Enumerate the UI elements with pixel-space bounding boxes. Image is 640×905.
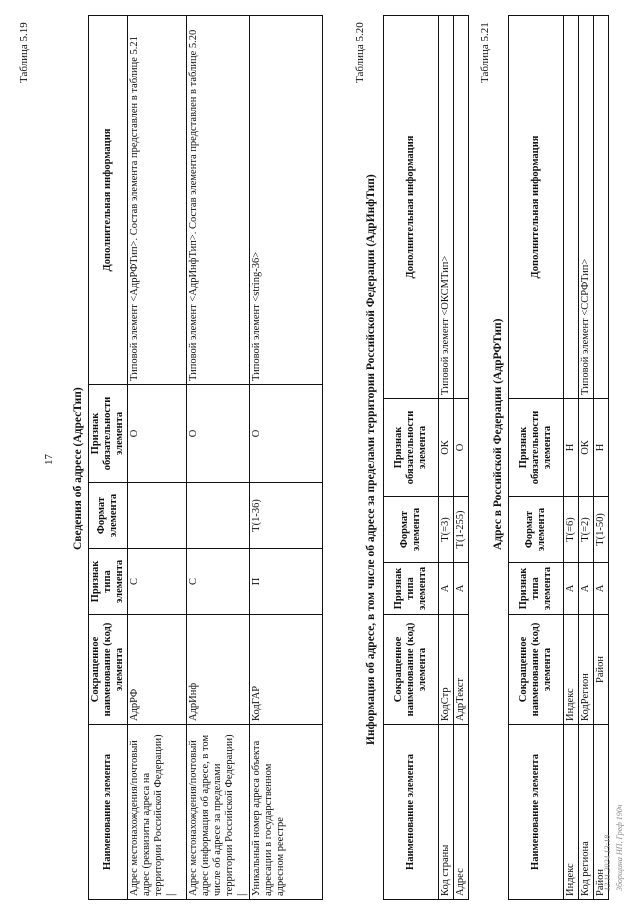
- header-cell: Сокращенное наименование (код) элемента: [509, 615, 564, 725]
- cell-format: T(1-36): [250, 483, 323, 549]
- header-cell: Формат элемента: [509, 497, 564, 563]
- cell-required: О: [187, 385, 250, 483]
- address-info-table: [88, 15, 323, 900]
- cell-required: ОК: [579, 399, 594, 497]
- cell-type: А: [454, 563, 469, 615]
- cell-extra-info: Типовой элемент <АдрРФТип>. Состав элемента представлен в таблице 5.21: [128, 16, 187, 385]
- header-cell: Признак обязательности элемента: [384, 399, 439, 497]
- cell-type: С: [187, 549, 250, 615]
- cell-element-name: Район: [594, 725, 609, 900]
- header-cell: Дополнительная информация: [384, 16, 439, 399]
- table-row: [439, 16, 454, 900]
- cell-format: [128, 483, 187, 549]
- cell-extra-info: Типовой элемент <АдрИнфТип>. Состав элемента представлен в таблице 5.20: [187, 16, 250, 385]
- cell-extra-info: Типовой элемент <ОКСМТип>: [439, 16, 454, 399]
- header-cell: Наименование элемента: [509, 725, 564, 900]
- cell-element-name: Уникальный номер адреса объекта адресации в государственном адресном реестре: [250, 725, 323, 900]
- cell-type: А: [594, 563, 609, 615]
- cell-required: Н: [594, 399, 609, 497]
- cell-required: Н: [564, 399, 579, 497]
- table-title: Адрес в Российской Федерации (АдрРФТип): [492, 318, 504, 550]
- table-number: Таблица 5.20: [354, 22, 366, 83]
- table-number: Таблица 5.21: [479, 22, 491, 83]
- cell-format: T(=3): [439, 497, 454, 563]
- cell-code: АдрИнф: [187, 615, 250, 725]
- table-number: Таблица 5.19: [18, 22, 30, 83]
- cell-required: О: [250, 385, 323, 483]
- cell-type: А: [564, 563, 579, 615]
- cell-code: Индекс: [564, 615, 579, 725]
- table-header-row: [384, 16, 439, 900]
- russian-address-table: [508, 15, 609, 900]
- header-cell: Дополнительная информация: [89, 16, 128, 385]
- cell-code: КодСтр: [439, 615, 454, 725]
- cell-format: T(=2): [579, 497, 594, 563]
- table-row: [564, 16, 579, 900]
- cell-code: КодРегион: [579, 615, 594, 725]
- cell-extra-info: [564, 16, 579, 399]
- header-cell: Сокращенное наименование (код) элемента: [89, 615, 128, 725]
- table-row: [454, 16, 469, 900]
- cell-type: П: [250, 549, 323, 615]
- cell-extra-info: [594, 16, 609, 399]
- table-row: [128, 16, 187, 900]
- cell-required: О: [128, 385, 187, 483]
- cell-required: ОК: [439, 399, 454, 497]
- cell-format: [187, 483, 250, 549]
- table-row: [579, 16, 594, 900]
- table-title: Информация об адресе, в том числе об адресе за пределами территории Российской Федерации (АдрИнфТип): [365, 174, 377, 745]
- page-number: 17: [43, 454, 55, 465]
- header-cell: Дополнительная информация: [509, 16, 564, 399]
- cell-type: А: [439, 563, 454, 615]
- cell-element-name: Индекс: [564, 725, 579, 900]
- cell-code: АдрТекст: [454, 615, 469, 725]
- header-cell: Формат элемента: [384, 497, 439, 563]
- header-cell: Сокращенное наименование (код) элемента: [384, 615, 439, 725]
- cell-extra-info: [454, 16, 469, 399]
- cell-format: T(=6): [564, 497, 579, 563]
- svg-text:Зборщина НП, Греф 190ч: Зборщина НП, Греф 190ч: [615, 804, 624, 891]
- cell-code: АдрРФ: [128, 615, 187, 725]
- cell-extra-info: Типовой элемент <ССРФТип>: [579, 16, 594, 399]
- cell-type: А: [579, 563, 594, 615]
- cell-type: С: [128, 549, 187, 615]
- header-cell: Признак типа элемента: [384, 563, 439, 615]
- header-cell: Формат элемента: [89, 483, 128, 549]
- cell-element-name: Адрес местонахождения/почтовый адрес (информация об адресе, в том числе об адресе за пределами территории Российской Федерации) |: [187, 725, 250, 900]
- cell-element-name: Код страны: [439, 725, 454, 900]
- table-header-row: [89, 16, 128, 900]
- svg-text:12.11.2024 13:18: 12.11.2024 13:18: [603, 834, 612, 891]
- cell-extra-info: Типовой элемент <string-36>: [250, 16, 323, 385]
- header-cell: Признак типа элемента: [89, 549, 128, 615]
- table-header-row: [509, 16, 564, 900]
- table-row: [187, 16, 250, 900]
- cell-format: T(1-50): [594, 497, 609, 563]
- foreign-address-table: [383, 15, 469, 900]
- header-cell: Наименование элемента: [384, 725, 439, 900]
- cell-format: T(1-255): [454, 497, 469, 563]
- cell-element-name: Адрес местонахождения/почтовый адрес (реквизиты адреса на территории Российской Федерации) |: [128, 725, 187, 900]
- header-cell: Признак типа элемента: [509, 563, 564, 615]
- header-cell: Наименование элемента: [89, 725, 128, 900]
- table-row: [250, 16, 323, 900]
- cell-required: О: [454, 399, 469, 497]
- header-cell: Признак обязательности элемента: [89, 385, 128, 483]
- table-title: Сведения об адресе (АдресТип): [72, 387, 84, 550]
- cell-code: КодГАР: [250, 615, 323, 725]
- cell-code: Район: [594, 615, 609, 725]
- header-cell: Признак обязательности элемента: [509, 399, 564, 497]
- signature-stamp: [600, 663, 626, 893]
- cell-element-name: Адрес: [454, 725, 469, 900]
- cell-element-name: Код региона: [579, 725, 594, 900]
